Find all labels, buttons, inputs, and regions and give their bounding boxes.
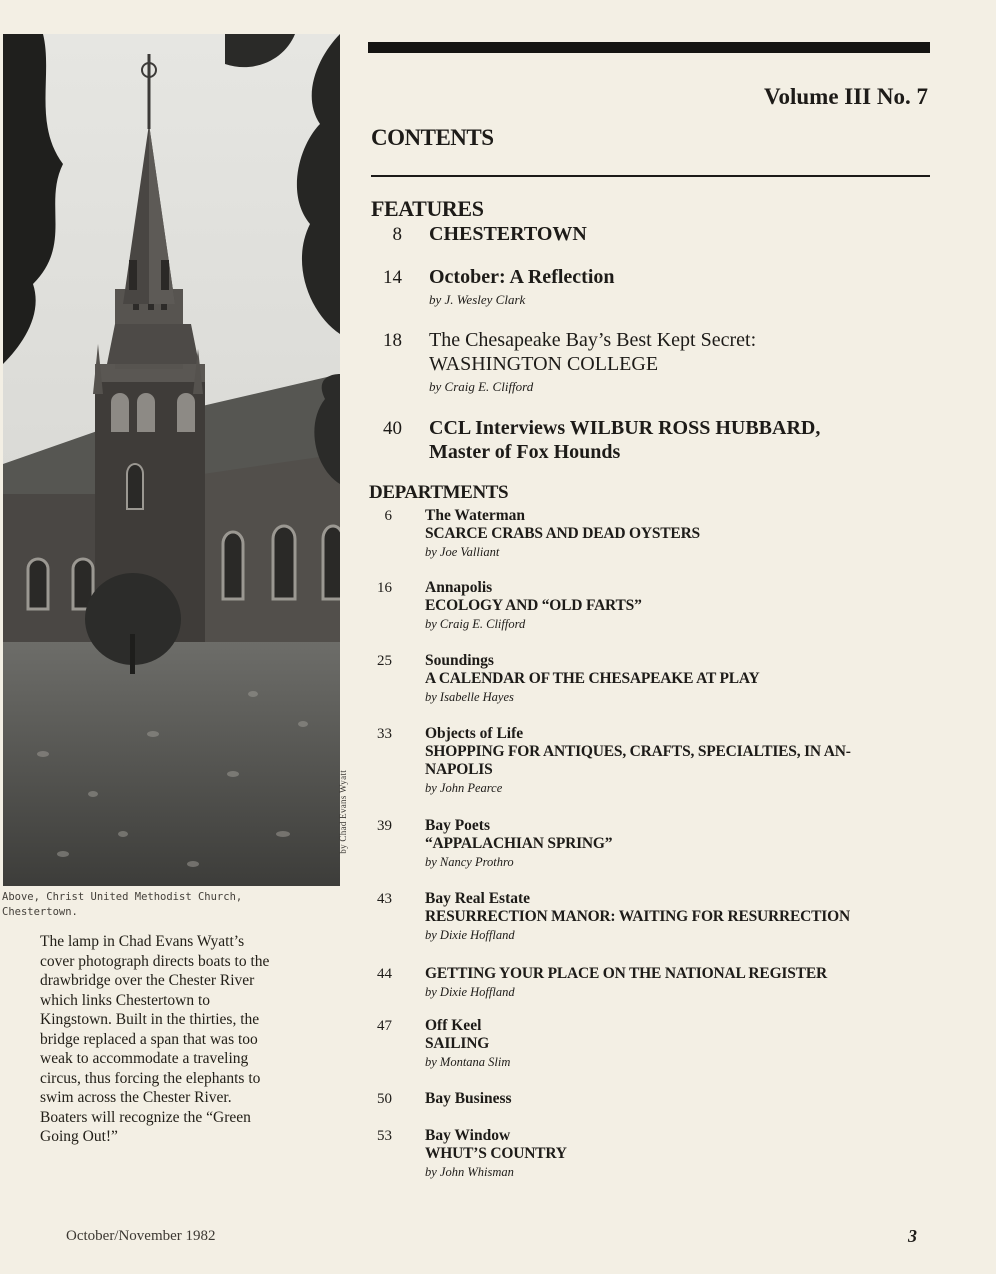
department-page: 33 — [377, 726, 392, 742]
department-section: Soundings — [425, 652, 494, 669]
department-page: 44 — [377, 966, 392, 982]
department-page: 6 — [384, 508, 392, 524]
department-section: Bay Window — [425, 1127, 511, 1144]
department-byline: by Dixie Hoffland — [425, 985, 515, 999]
department-title: SAILING — [425, 1035, 490, 1052]
department-section: The Waterman — [425, 507, 526, 524]
feature-page: 18 — [383, 330, 402, 351]
blurb-line: Boaters will recognize the “Green — [40, 1108, 251, 1126]
feature-byline: by Craig E. Clifford — [429, 379, 534, 394]
feature-title-line2: Master of Fox Hounds — [429, 441, 621, 463]
feature-title-line2: WASHINGTON COLLEGE — [429, 353, 659, 375]
department-section: Bay Poets — [425, 817, 491, 834]
department-section: Bay Business — [425, 1090, 512, 1107]
department-title: “APPALACHIAN SPRING” — [425, 835, 613, 852]
blurb-line: weak to accommodate a traveling — [40, 1050, 249, 1067]
department-page: 43 — [377, 891, 392, 907]
department-byline: by Craig E. Clifford — [425, 617, 526, 631]
feature-page: 14 — [383, 267, 402, 288]
photo-caption-line: Chestertown. — [2, 906, 78, 918]
volume-number: Volume III No. 7 — [763, 84, 928, 109]
features-heading: FEATURES — [371, 196, 484, 221]
feature-page: 8 — [392, 224, 402, 245]
blurb-line: bridge replaced a span that was too — [40, 1030, 258, 1048]
department-section: Objects of Life — [425, 725, 524, 742]
department-title-line2: NAPOLIS — [425, 761, 493, 778]
feature-byline: by J. Wesley Clark — [429, 292, 526, 307]
department-section: Bay Real Estate — [425, 890, 531, 907]
department-byline: by John Whisman — [425, 1165, 514, 1179]
feature-page: 40 — [383, 418, 402, 439]
department-title: ECOLOGY AND “OLD FARTS” — [425, 597, 642, 614]
department-title: WHUT’S COUNTRY — [425, 1145, 567, 1162]
top-rule — [368, 42, 930, 53]
page-number: 3 — [908, 1226, 917, 1246]
issue-date: October/November 1982 — [66, 1228, 216, 1244]
department-title: RESURRECTION MANOR: WAITING FOR RESURRECTION — [425, 908, 850, 925]
department-page: 47 — [377, 1018, 392, 1034]
department-page: 50 — [377, 1091, 392, 1107]
page-title: CONTENTS — [371, 125, 494, 150]
blurb-line: swim across the Chester River. — [40, 1089, 232, 1106]
blurb-line: which links Chestertown to — [40, 991, 211, 1009]
departments-heading: DEPARTMENTS — [369, 482, 509, 503]
department-title: SHOPPING FOR ANTIQUES, CRAFTS, SPECIALTIES, IN AN- — [425, 743, 851, 760]
church-photo — [3, 34, 340, 886]
photo-credit: by Chad Evans Wyatt — [338, 770, 348, 854]
department-section: Off Keel — [425, 1017, 482, 1034]
blurb-line: The lamp in Chad Evans Wyatt’s — [40, 933, 245, 950]
cover-blurb — [40, 932, 320, 1147]
department-title: A CALENDAR OF THE CHESAPEAKE AT PLAY — [425, 670, 760, 687]
department-page: 25 — [377, 653, 392, 669]
department-byline: by Montana Slim — [425, 1055, 511, 1069]
department-section: Annapolis — [425, 579, 493, 596]
feature-title: October: A Reflection — [429, 266, 615, 288]
department-byline: by Dixie Hoffland — [425, 928, 515, 942]
department-byline: by Isabelle Hayes — [425, 690, 514, 704]
department-byline: by Nancy Prothro — [425, 855, 514, 869]
feature-title: The Chesapeake Bay’s Best Kept Secret: — [429, 329, 757, 351]
department-page: 39 — [377, 818, 392, 834]
photo-caption-line: Above, Christ United Methodist Church, — [2, 891, 243, 903]
department-title: SCARCE CRABS AND DEAD OYSTERS — [425, 525, 700, 542]
department-byline: by Joe Valliant — [425, 545, 500, 559]
blurb-line: cover photograph directs boats to the — [40, 952, 270, 970]
department-page: 53 — [377, 1128, 392, 1144]
blurb-line: Kingstown. Built in the thirties, the — [40, 1011, 260, 1028]
divider — [371, 175, 930, 177]
department-title: GETTING YOUR PLACE ON THE NATIONAL REGISTER — [425, 965, 827, 982]
blurb-line: drawbridge over the Chester River — [40, 972, 255, 989]
blurb-line: circus, thus forcing the elephants to — [40, 1069, 261, 1087]
blurb-line: Going Out!” — [40, 1128, 118, 1145]
photo-caption — [2, 890, 302, 920]
feature-title: CCL Interviews WILBUR ROSS HUBBARD, — [429, 417, 821, 439]
feature-title: CHESTERTOWN — [429, 223, 587, 245]
department-byline: by John Pearce — [425, 781, 503, 795]
department-page: 16 — [377, 580, 392, 596]
